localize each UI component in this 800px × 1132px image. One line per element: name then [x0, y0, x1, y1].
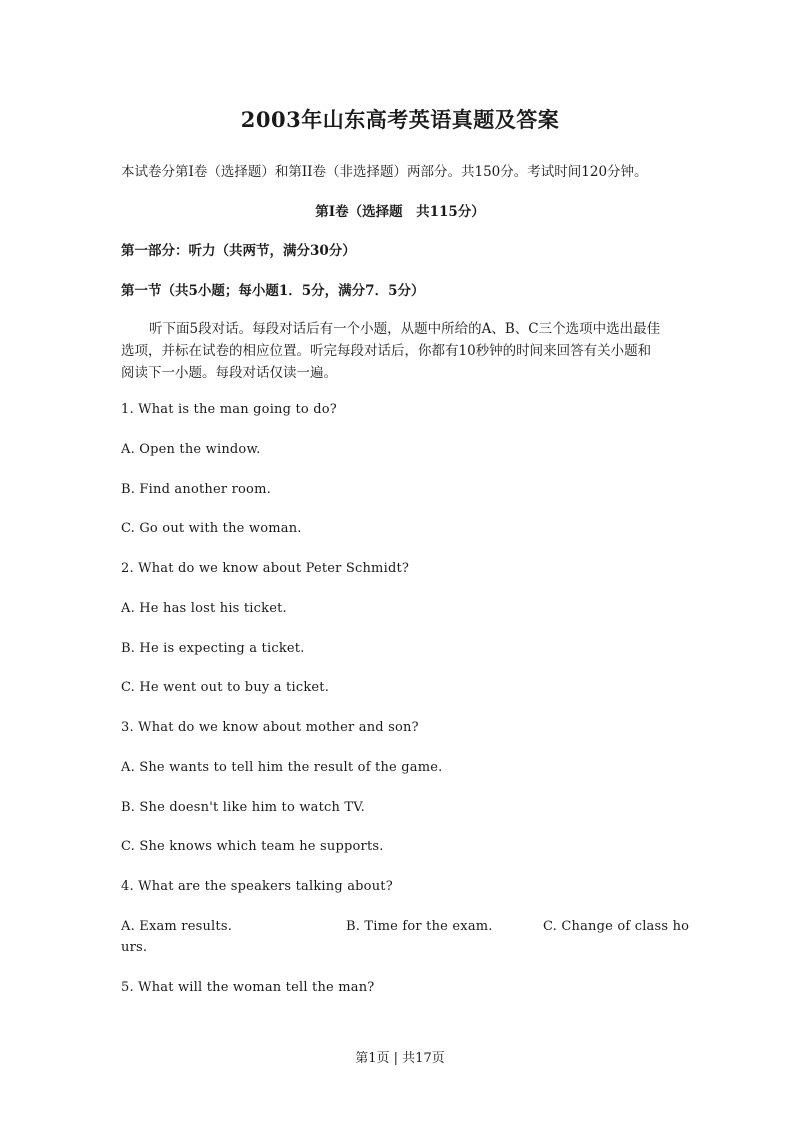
answer-option: A. Open the window. — [121, 442, 261, 457]
document-title: 2003年山东高考英语真题及答案 — [240, 107, 560, 132]
section1-heading: 第一节（共5小题；每小题1．5分，满分7．5分） — [121, 283, 425, 299]
instruction-line: 阅读下一小题。每段对话仅读一遍。 — [121, 365, 337, 381]
exam-intro: 本试卷分第I卷（选择题）和第II卷（非选择题）两部分。共150分。考试时间120分钟。 — [121, 164, 648, 180]
answer-options-row — [121, 919, 690, 937]
answer-option: C. Change of class ho — [543, 919, 690, 934]
instruction-line: 听下面5段对话。每段对话后有一个小题，从题中所给的A、B、C三个选项中选出最佳 — [149, 321, 661, 337]
part1-heading: 第一部分：听力（共两节，满分30分） — [121, 243, 356, 259]
answer-option: C. She knows which team he supports. — [121, 839, 384, 854]
question-stem: 3. What do we know about mother and son? — [121, 720, 419, 735]
page-footer: 第1页 | 共17页 — [355, 1051, 445, 1066]
answer-option: B. She doesn't like him to watch TV. — [121, 800, 365, 815]
answer-option: C. Go out with the woman. — [121, 521, 302, 536]
listening-instructions — [121, 318, 681, 384]
answer-option: C. He went out to buy a ticket. — [121, 680, 330, 695]
answer-option: B. Time for the exam. — [346, 919, 493, 934]
answer-option: A. He has lost his ticket. — [121, 601, 287, 616]
question-stem: 1. What is the man going to do? — [121, 402, 337, 417]
question-stem: 2. What do we know about Peter Schmidt? — [121, 561, 410, 576]
instruction-line: 选项，并标在试卷的相应位置。听完每段对话后，你都有10秒钟的时间来回答有关小题和 — [121, 343, 652, 359]
answer-option-wrap: urs. — [121, 940, 148, 955]
answer-option: A. Exam results. — [121, 919, 233, 934]
volume1-heading: 第I卷（选择题 共115分） — [315, 204, 485, 220]
answer-option: B. Find another room. — [121, 482, 271, 497]
question-stem: 4. What are the speakers talking about? — [121, 879, 393, 894]
answer-option: B. He is expecting a ticket. — [121, 641, 305, 656]
answer-option: A. She wants to tell him the result of the game. — [121, 760, 443, 775]
question-stem: 5. What will the woman tell the man? — [121, 980, 375, 995]
